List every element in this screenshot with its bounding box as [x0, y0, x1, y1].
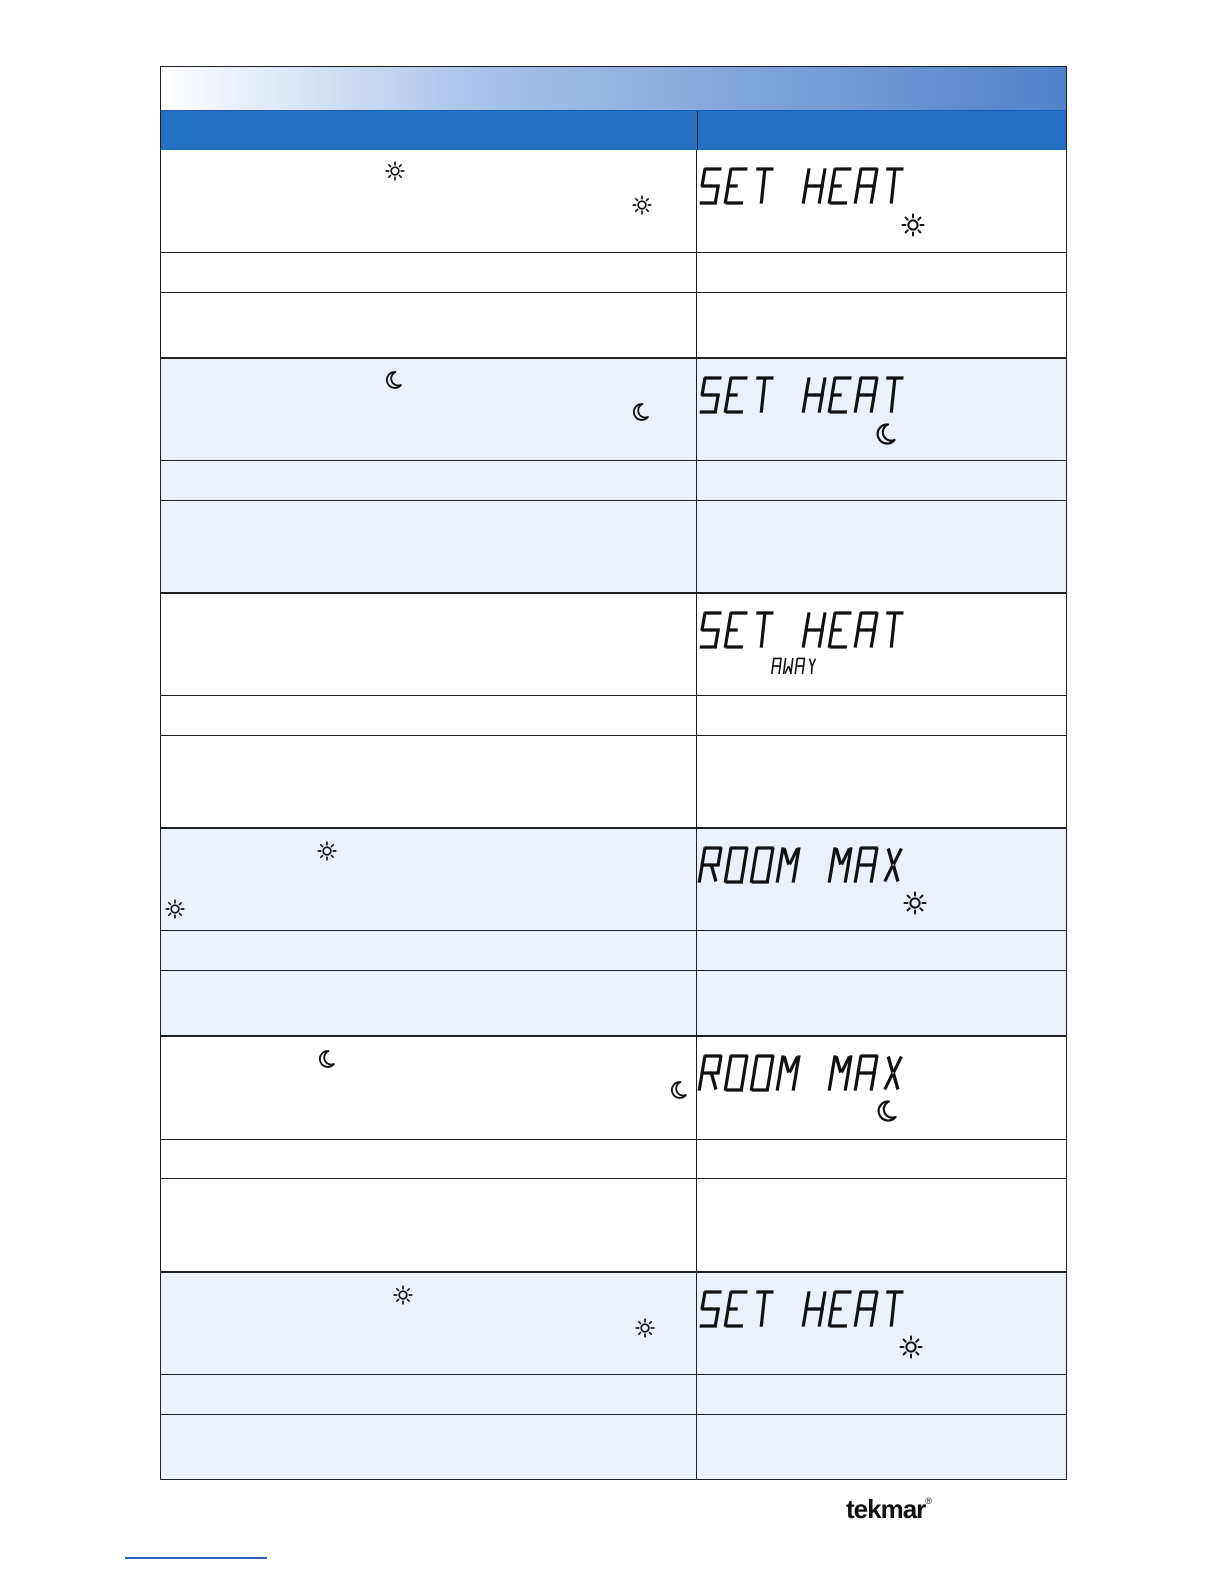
- setting-row-range: [161, 460, 1066, 500]
- lcd-char: [699, 848, 720, 881]
- range-cell: [161, 253, 697, 292]
- moon-icon: [630, 401, 650, 423]
- setting-row-range: [161, 1374, 1066, 1414]
- lcd-char: [855, 848, 876, 881]
- lcd-char: [725, 613, 746, 647]
- sun-icon: [393, 1285, 413, 1305]
- setting-group-set-heat-away: [161, 592, 1066, 827]
- table-title-band: [161, 67, 1066, 111]
- sun-icon: [632, 195, 652, 215]
- lcd-char: [725, 848, 747, 882]
- setting-row-notes: [161, 292, 1066, 357]
- range-cell: [161, 931, 697, 970]
- lcd-char: [784, 659, 793, 673]
- default-cell: [697, 253, 1066, 292]
- lcd-char: [754, 169, 771, 202]
- sun-icon: [165, 899, 185, 919]
- lcd-char: [855, 613, 876, 646]
- range-cell: [161, 1140, 697, 1178]
- tekmar-logo: [846, 1494, 931, 1525]
- lcd-display: [697, 150, 1067, 250]
- setting-row-notes: [161, 735, 1066, 827]
- lcd-char: [884, 1292, 901, 1325]
- lcd-display-cell: [697, 594, 1066, 695]
- setting-description-cell: [161, 829, 697, 930]
- settings-table: [160, 66, 1067, 1480]
- footer-link-underline: [125, 1557, 267, 1559]
- lcd-display: [697, 829, 1067, 929]
- lcd-char: [829, 849, 850, 881]
- setting-row-main: [161, 829, 1066, 930]
- default-cell: [697, 1375, 1066, 1414]
- setting-group-room-max-unoccupied: [161, 1035, 1066, 1271]
- notes-extra-cell: [697, 971, 1066, 1035]
- setting-description-cell: [161, 594, 697, 695]
- lcd-display-cell: [697, 829, 1066, 930]
- lcd-char: [803, 614, 824, 646]
- setting-description-cell: [161, 359, 697, 460]
- lcd-char: [809, 659, 815, 673]
- lcd-char: [772, 658, 781, 673]
- default-cell: [697, 931, 1066, 970]
- lcd-char: [754, 1292, 771, 1325]
- setting-row-notes: [161, 500, 1066, 592]
- notes-cell: [161, 971, 697, 1035]
- notes-extra-cell: [697, 293, 1066, 357]
- setting-description-cell: [161, 150, 697, 252]
- setting-row-notes: [161, 1414, 1066, 1479]
- lcd-char: [795, 658, 804, 673]
- lcd-char: [803, 170, 824, 202]
- lcd-display-cell: [697, 359, 1066, 460]
- notes-cell: [161, 293, 697, 357]
- lcd-char: [700, 378, 720, 412]
- lcd-char: [855, 1292, 876, 1325]
- setting-row-main: [161, 1037, 1066, 1139]
- lcd-char: [829, 1292, 850, 1326]
- setting-row-range: [161, 930, 1066, 970]
- moon-icon: [668, 1079, 688, 1101]
- moon-icon: [383, 369, 403, 391]
- lcd-display: [697, 1273, 1067, 1373]
- lcd-char: [855, 169, 876, 202]
- setting-row-main: [161, 594, 1066, 695]
- setting-row-notes: [161, 970, 1066, 1035]
- lcd-char: [725, 1056, 747, 1090]
- lcd-char: [725, 1292, 746, 1326]
- lcd-char: [803, 1293, 824, 1325]
- notes-extra-cell: [697, 736, 1066, 827]
- range-cell: [161, 696, 697, 735]
- lcd-char: [777, 849, 798, 881]
- moon-icon: [874, 1098, 898, 1124]
- lcd-char: [754, 613, 771, 646]
- lcd-char: [751, 848, 773, 882]
- notes-cell: [161, 736, 697, 827]
- lcd-display: [697, 594, 1067, 694]
- sun-icon: [385, 161, 405, 181]
- moon-icon: [316, 1048, 336, 1070]
- setting-group-set-heat-occupied-2: [161, 1271, 1066, 1479]
- lcd-char: [886, 850, 901, 880]
- setting-row-range: [161, 252, 1066, 292]
- logo-text: tekmar: [846, 1494, 926, 1524]
- notes-extra-cell: [697, 1179, 1066, 1271]
- column-header-description: [161, 111, 698, 150]
- notes-cell: [161, 1179, 697, 1271]
- lcd-char: [829, 169, 850, 203]
- setting-row-main: [161, 359, 1066, 460]
- setting-group-room-max-occupied: [161, 827, 1066, 1035]
- sun-icon: [317, 841, 337, 861]
- lcd-display-cell: [697, 1273, 1066, 1374]
- lcd-char: [725, 169, 746, 203]
- lcd-char: [700, 1292, 720, 1326]
- lcd-char: [884, 378, 901, 411]
- lcd-char: [829, 378, 850, 412]
- lcd-char: [829, 1057, 850, 1089]
- setting-row-notes: [161, 1178, 1066, 1271]
- column-header-row: [161, 111, 1066, 150]
- lcd-display-cell: [697, 150, 1066, 252]
- lcd-char: [886, 1058, 901, 1088]
- lcd-char: [700, 169, 720, 203]
- setting-row-range: [161, 695, 1066, 735]
- moon-icon: [873, 421, 897, 447]
- lcd-char: [754, 378, 771, 411]
- setting-row-main: [161, 150, 1066, 252]
- lcd-char: [700, 613, 720, 647]
- lcd-display-cell: [697, 1037, 1066, 1139]
- lcd-char: [803, 379, 824, 411]
- lcd-char: [699, 1056, 720, 1089]
- sun-icon: [901, 213, 925, 237]
- setting-row-main: [161, 1273, 1066, 1374]
- lcd-char: [829, 613, 850, 647]
- sun-icon: [899, 1335, 923, 1359]
- setting-group-set-heat-occupied: [161, 150, 1066, 357]
- default-cell: [697, 1140, 1066, 1178]
- setting-row-range: [161, 1139, 1066, 1178]
- notes-extra-cell: [697, 501, 1066, 592]
- notes-cell: [161, 1415, 697, 1479]
- setting-description-cell: [161, 1273, 697, 1374]
- default-cell: [697, 696, 1066, 735]
- registered-mark: ®: [925, 1496, 931, 1506]
- default-cell: [697, 461, 1066, 500]
- range-cell: [161, 1375, 697, 1414]
- lcd-char: [777, 1057, 798, 1089]
- lcd-char: [884, 613, 901, 646]
- lcd-char: [855, 1056, 876, 1089]
- setting-description-cell: [161, 1037, 697, 1139]
- setting-group-set-heat-unoccupied: [161, 357, 1066, 592]
- notes-cell: [161, 501, 697, 592]
- notes-extra-cell: [697, 1415, 1066, 1479]
- column-header-display: [698, 111, 1066, 150]
- range-cell: [161, 461, 697, 500]
- lcd-char: [884, 169, 901, 202]
- lcd-char: [751, 1056, 773, 1090]
- lcd-char: [855, 378, 876, 411]
- sun-icon: [635, 1318, 655, 1338]
- sun-icon: [903, 891, 927, 915]
- lcd-char: [725, 378, 746, 412]
